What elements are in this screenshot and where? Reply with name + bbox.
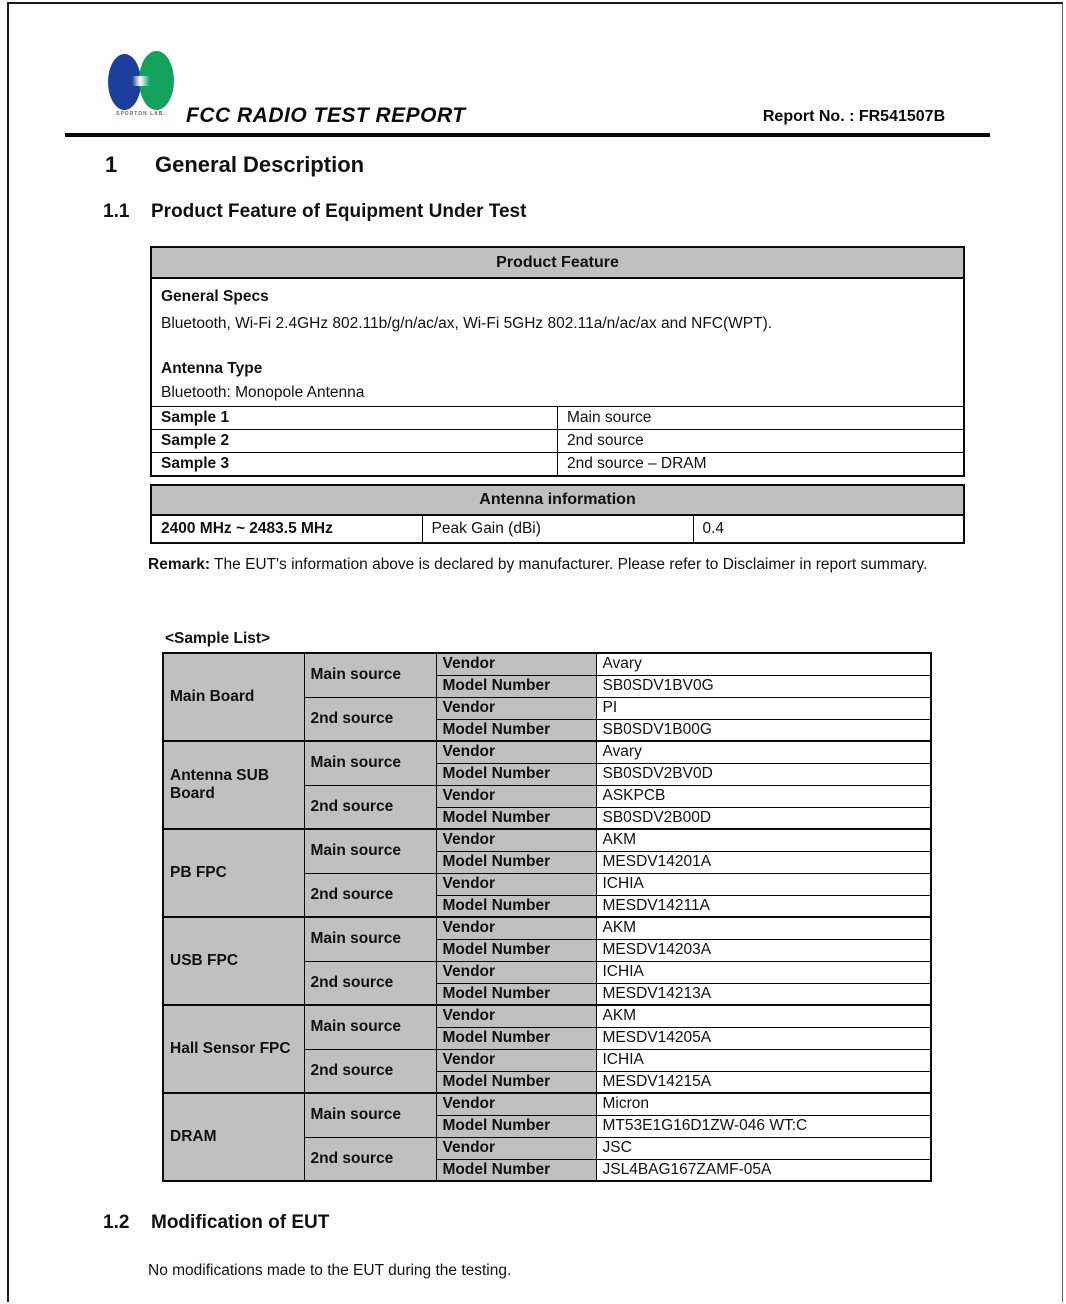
- remark-text: The EUT's information above is declared by manufacturer. Please refer to Disclaimer in report summary.: [210, 556, 928, 573]
- table-row: [163, 917, 931, 939]
- antenna-type-label: Antenna Type: [161, 360, 263, 377]
- header-divider: [65, 133, 990, 137]
- model-label: Model Number: [436, 851, 596, 873]
- component-usb-fpc: USB FPC: [163, 917, 304, 1005]
- sample-2-row: [151, 430, 964, 453]
- product-feature-header-row: [151, 247, 964, 278]
- peak-gain-value: 0.4: [702, 520, 725, 537]
- general-specs-label: General Specs: [161, 288, 269, 305]
- source-label: Main source: [304, 741, 436, 785]
- vendor-value: AKM: [596, 917, 931, 939]
- sample-2-value: 2nd source: [558, 430, 965, 453]
- vendor-value: Avary: [596, 741, 931, 763]
- source-label: Main source: [304, 1005, 436, 1049]
- model-label: Model Number: [436, 807, 596, 829]
- vendor-value: AKM: [596, 1005, 931, 1027]
- model-value: SB0SDV2B00D: [596, 807, 931, 829]
- sample-1-label: Sample 1: [151, 407, 558, 430]
- section-1-1-heading: [103, 201, 526, 223]
- vendor-label: Vendor: [436, 1049, 596, 1071]
- source-label: Main source: [304, 917, 436, 961]
- section-1-2-title: Modification of EUT: [151, 1212, 330, 1233]
- model-label: Model Number: [436, 1159, 596, 1181]
- vendor-value: ICHIA: [596, 1049, 931, 1071]
- vendor-value: AKM: [596, 829, 931, 851]
- vendor-label: Vendor: [436, 1005, 596, 1027]
- model-label: Model Number: [436, 895, 596, 917]
- model-value: MESDV14215A: [596, 1071, 931, 1093]
- vendor-label: Vendor: [436, 741, 596, 763]
- source-label: Main source: [304, 1093, 436, 1137]
- sample-3-label: Sample 3: [151, 453, 558, 476]
- antenna-type-text: Bluetooth: Monopole Antenna: [161, 384, 365, 401]
- vendor-label: Vendor: [436, 697, 596, 719]
- section-1-2-number: 1.2: [103, 1212, 130, 1233]
- source-label: 2nd source: [304, 697, 436, 741]
- product-feature-body-row: [151, 278, 964, 407]
- vendor-label: Vendor: [436, 653, 596, 675]
- lab-logo: [108, 50, 180, 120]
- component-pb-fpc: PB FPC: [163, 829, 304, 917]
- table-row: [163, 1005, 931, 1027]
- sample-3-value: 2nd source – DRAM: [558, 453, 965, 476]
- table-row: [163, 741, 931, 763]
- model-value: MESDV14205A: [596, 1027, 931, 1049]
- section-1-2-heading: [103, 1212, 329, 1234]
- section-1-number: 1: [105, 152, 118, 177]
- frequency-range: 2400 MHz ~ 2483.5 MHz: [151, 515, 422, 543]
- section-1-title: General Description: [155, 152, 365, 177]
- vendor-value: JSC: [596, 1137, 931, 1159]
- component-main-board: Main Board: [163, 653, 304, 741]
- model-label: Model Number: [436, 719, 596, 741]
- vendor-label: Vendor: [436, 961, 596, 983]
- source-label: 2nd source: [304, 873, 436, 917]
- general-specs-text: Bluetooth, Wi-Fi 2.4GHz 802.11b/g/n/ac/ax, Wi-Fi 5GHz 802.11a/n/ac/ax and NFC(WPT).: [161, 315, 773, 332]
- section-1-1-title: Product Feature of Equipment Under Test: [151, 201, 527, 222]
- remark-label: Remark:: [148, 556, 211, 573]
- sample-list-table: [162, 652, 932, 1182]
- model-value: SB0SDV1B00G: [596, 719, 931, 741]
- section-1-1-number: 1.1: [103, 201, 130, 222]
- model-value: MESDV14211A: [596, 895, 931, 917]
- model-label: Model Number: [436, 983, 596, 1005]
- source-label: 2nd source: [304, 961, 436, 1005]
- vendor-label: Vendor: [436, 1093, 596, 1115]
- model-value: SB0SDV1BV0G: [596, 675, 931, 697]
- table-row: [163, 829, 931, 851]
- source-label: Main source: [304, 653, 436, 697]
- table-row: [163, 1093, 931, 1115]
- model-value: MESDV14213A: [596, 983, 931, 1005]
- model-value: MESDV14201A: [596, 851, 931, 873]
- antenna-information-header-row: [151, 485, 964, 515]
- source-label: 2nd source: [304, 1137, 436, 1181]
- source-label: 2nd source: [304, 1049, 436, 1093]
- vendor-value: ICHIA: [596, 961, 931, 983]
- sample-list-title: <Sample List>: [165, 630, 271, 647]
- vendor-label: Vendor: [436, 829, 596, 851]
- vendor-value: Micron: [596, 1093, 931, 1115]
- component-hall-sensor-fpc: Hall Sensor FPC: [163, 1005, 304, 1093]
- logo-caption: SPORTON LAB.: [116, 111, 166, 117]
- report-number: Report No. : FR541507B: [762, 108, 946, 125]
- antenna-information-table: [150, 484, 965, 544]
- vendor-value: ICHIA: [596, 873, 931, 895]
- component-antenna-sub-board: Antenna SUB Board: [163, 741, 304, 829]
- model-value: SB0SDV2BV0D: [596, 763, 931, 785]
- section-1-heading: [105, 152, 364, 178]
- sample-2-label: Sample 2: [151, 430, 558, 453]
- vendor-label: Vendor: [436, 873, 596, 895]
- antenna-information-header: Antenna information: [151, 485, 964, 515]
- model-label: Model Number: [436, 939, 596, 961]
- remark-paragraph: [148, 549, 1014, 580]
- sample-1-value: Main source: [558, 407, 965, 430]
- vendor-value: ASKPCB: [596, 785, 931, 807]
- vendor-value: PI: [596, 697, 931, 719]
- report-title: FCC RADIO TEST REPORT: [186, 104, 466, 127]
- sample-1-row: [151, 407, 964, 430]
- vendor-value: Avary: [596, 653, 931, 675]
- logo-shine-icon: [132, 76, 150, 86]
- antenna-information-row: [151, 515, 964, 543]
- model-value: MT53E1G16D1ZW-046 WT:C: [596, 1115, 931, 1137]
- peak-gain-label: Peak Gain (dBi): [422, 515, 693, 543]
- source-label: 2nd source: [304, 785, 436, 829]
- model-value: MESDV14203A: [596, 939, 931, 961]
- model-label: Model Number: [436, 1115, 596, 1137]
- product-feature-body: [151, 278, 964, 407]
- product-feature-header: Product Feature: [151, 247, 964, 278]
- model-value: JSL4BAG167ZAMF-05A: [596, 1159, 931, 1181]
- sample-3-row: [151, 453, 964, 476]
- vendor-label: Vendor: [436, 785, 596, 807]
- model-label: Model Number: [436, 763, 596, 785]
- model-label: Model Number: [436, 1027, 596, 1049]
- modification-text: No modifications made to the EUT during the testing.: [148, 1262, 512, 1279]
- table-row: [163, 653, 931, 675]
- model-label: Model Number: [436, 1071, 596, 1093]
- vendor-label: Vendor: [436, 917, 596, 939]
- model-label: Model Number: [436, 675, 596, 697]
- vendor-label: Vendor: [436, 1137, 596, 1159]
- product-feature-table: [150, 246, 965, 477]
- source-label: Main source: [304, 829, 436, 873]
- component-dram: DRAM: [163, 1093, 304, 1181]
